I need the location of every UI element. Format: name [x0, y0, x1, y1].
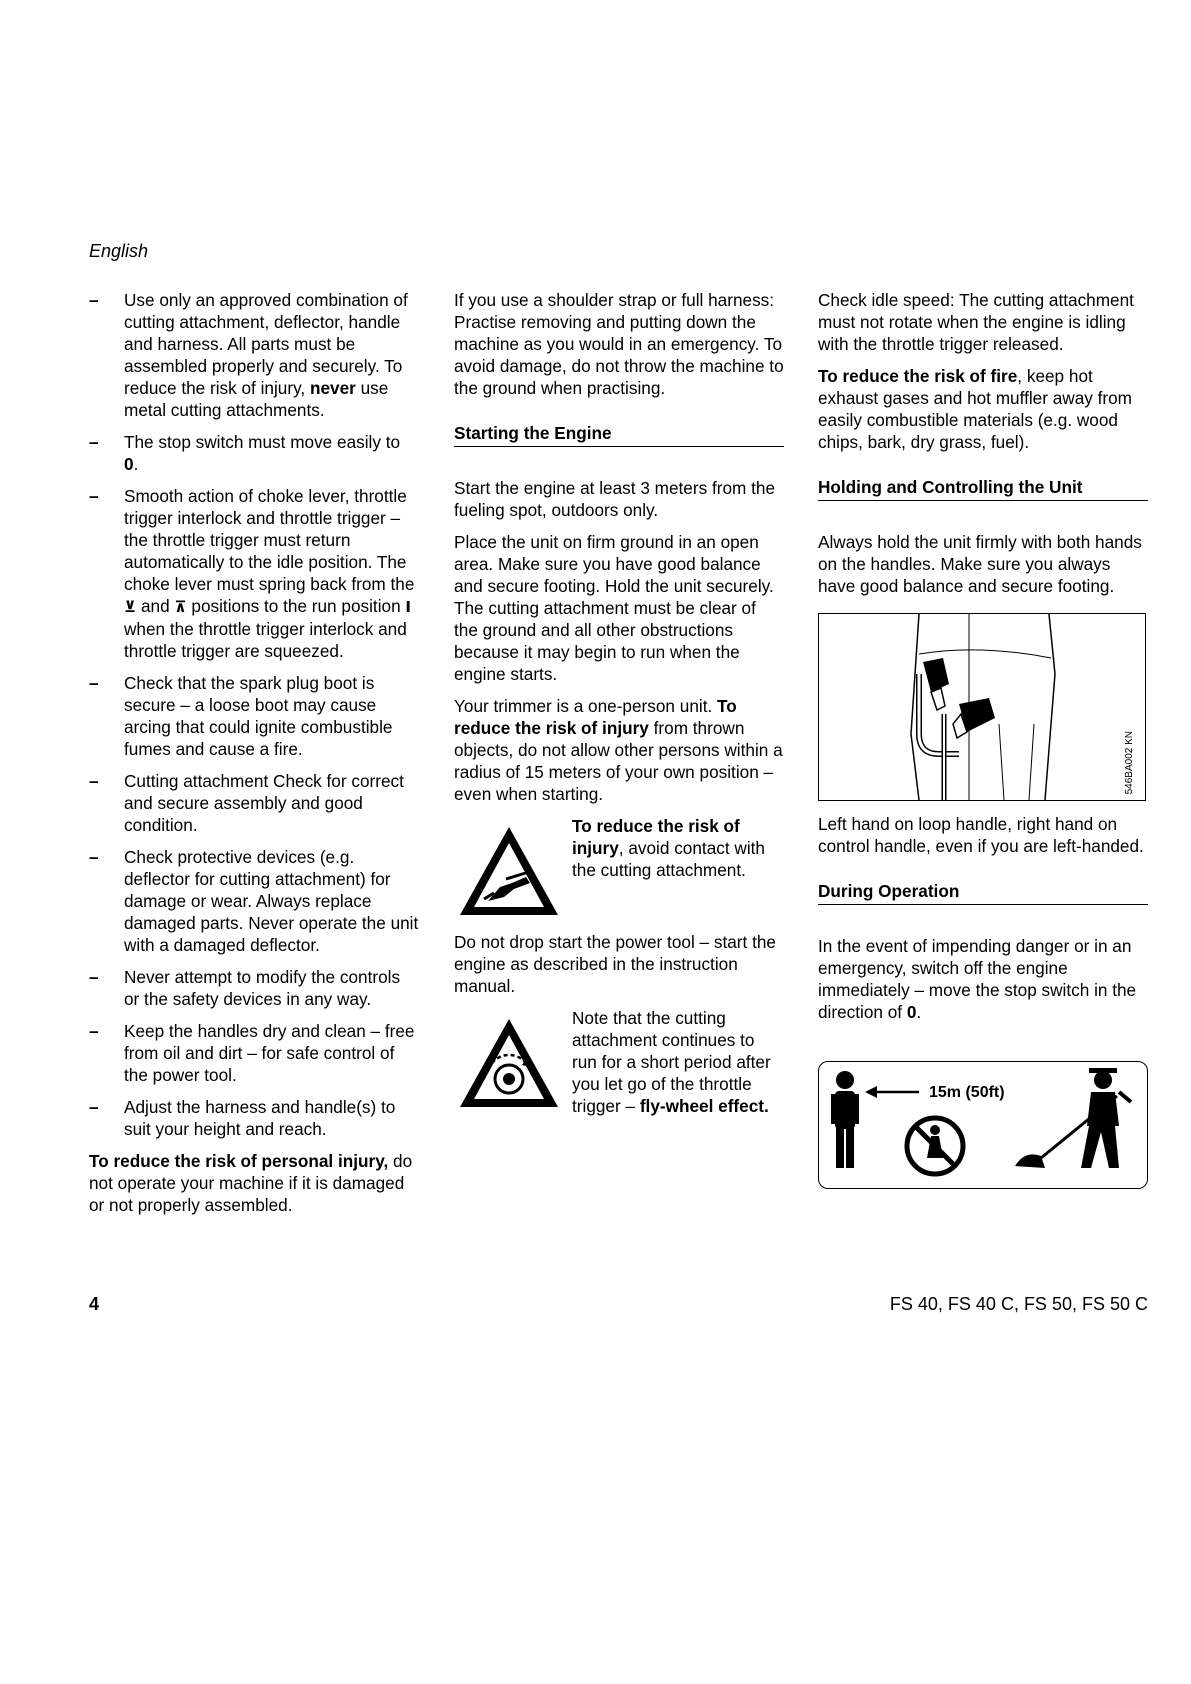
paragraph: Start the engine at least 3 meters from the fueling spot, outdoors only. — [454, 478, 775, 520]
rotating-blade-warning-icon — [454, 1013, 564, 1113]
item-text: Adjust the harness and handle(s) to suit your height and reach. — [124, 1097, 396, 1139]
list-dash: – — [89, 771, 99, 791]
column-3 — [818, 289, 1148, 1189]
item-text: use metal cutting attachments. — [124, 378, 389, 420]
distance-label: 15m (50ft) — [929, 1084, 1005, 1101]
choke-open-icon: ⊼ — [174, 598, 187, 616]
list-dash: – — [89, 1021, 99, 1041]
paragraph — [454, 695, 784, 805]
closing-text: do not operate your machine if it is damaged or not properly assembled. — [89, 1151, 413, 1215]
holding-unit-figure — [818, 613, 1146, 801]
list-item — [89, 289, 419, 421]
warning-bold: To reduce the risk of injury — [572, 816, 740, 858]
item-text: Smooth action of choke lever, throttle trigger interlock and throttle trigger – the throttle trigger must return automatically to the idle position. The choke lever must spring back from the — [124, 486, 415, 594]
list-dash: – — [89, 673, 99, 693]
harness-paragraph: If you use a shoulder strap or full harness: Practise removing and putting down the machine as you would in an emergency. To avoid damage, do not throw the machine to the ground when practising. — [454, 290, 784, 398]
safety-checklist — [89, 289, 419, 1140]
safe-distance-figure — [818, 1061, 1148, 1189]
paragraph-text: , keep hot exhaust gases and hot muffler away from easily combustible materials (e.g. wood chips, bark, dry grass, fuel). — [818, 366, 1132, 452]
list-item — [89, 1020, 419, 1086]
list-item — [89, 485, 419, 662]
list-item — [89, 966, 419, 1010]
section-heading-starting-engine: Starting the Engine — [454, 422, 784, 447]
hands-on-handles-illustration — [819, 614, 1145, 800]
item-text: Cutting attachment Check for correct and secure assembly and good condition. — [124, 771, 404, 835]
list-item — [89, 672, 419, 760]
model-list: FS 40, FS 40 C, FS 50, FS 50 C — [889, 1294, 1148, 1314]
closing-bold: To reduce the risk of personal injury, — [89, 1151, 389, 1171]
figure-code: 546BA002 KN — [1124, 730, 1135, 794]
paragraph: Check idle speed: The cutting attachment must not rotate when the engine is idling with the throttle trigger released. — [818, 290, 1134, 354]
warning-text — [572, 815, 784, 881]
list-dash: – — [89, 847, 99, 867]
paragraph: Always hold the unit firmly with both hands on the handles. Make sure you always have good balance and secure footing. — [818, 532, 1142, 596]
column-2 — [454, 289, 784, 1127]
hand-cutting-warning-icon — [454, 821, 564, 921]
run-position-icon: I — [405, 598, 411, 616]
paragraph — [818, 365, 1148, 453]
list-dash: – — [89, 290, 99, 310]
column-1 — [89, 289, 419, 1226]
page-number: 4 — [89, 1294, 100, 1314]
item-text: The stop switch must move easily to — [124, 432, 401, 452]
section-heading-during-operation: During Operation — [818, 880, 1148, 905]
bystander-icon — [836, 1071, 854, 1089]
list-item — [89, 846, 419, 956]
choke-closed-icon: ⊻ — [124, 598, 137, 616]
item-text: Check protective devices (e.g. deflector for cutting attachment) for damage or wear. Always replace damaged parts. Never operate the unit with a damaged deflector. — [124, 847, 419, 955]
figure-caption: Left hand on loop handle, right hand on control handle, even if you are left-handed. — [818, 814, 1144, 856]
item-bold: 0 — [124, 454, 134, 474]
paragraph-bold: To reduce the risk of fire — [818, 366, 1018, 386]
warning-flywheel — [454, 1007, 784, 1117]
list-item — [89, 770, 419, 836]
list-dash: – — [89, 967, 99, 987]
section-heading-holding-unit: Holding and Controlling the Unit — [818, 476, 1148, 501]
item-text: Never attempt to modify the controls or the safety devices in any way. — [124, 967, 401, 1009]
page-language: English — [89, 241, 149, 261]
closing-warning — [89, 1150, 419, 1216]
list-dash: – — [89, 432, 99, 452]
operator-icon — [1094, 1071, 1112, 1089]
item-text: Use only an approved combination of cutting attachment, deflector, handle and harness. All parts must be assembled properly and securely. To reduce the risk of injury, — [124, 290, 408, 398]
safe-distance-illustration — [819, 1062, 1147, 1188]
list-item — [89, 1096, 419, 1140]
item-text: and — [136, 596, 175, 616]
item-text: Check that the spark plug boot is secure – a loose boot may cause arcing that could ignite combustible fumes and cause a fire. — [124, 673, 393, 759]
paragraph: Place the unit on firm ground in an open area. Make sure you have good balance and secure footing. Hold the unit securely. The cutting attachment must be clear of the ground and all other obstructions because it may begin to run when the engine starts. — [454, 532, 774, 684]
item-text: positions to the run position — [186, 596, 406, 616]
paragraph-bold: 0 — [906, 1002, 917, 1022]
item-text: when the throttle trigger interlock and throttle trigger are squeezed. — [124, 619, 407, 661]
warning-bold: fly-wheel effect. — [639, 1096, 769, 1116]
paragraph-text: Your trimmer is a one-person unit. — [454, 696, 718, 716]
item-bold: never — [309, 378, 356, 398]
warning-body: Note that the cutting attachment continues to run for a short period after you let go of the throttle trigger – — [572, 1008, 771, 1116]
warning-body: , avoid contact with the cutting attachment. — [572, 838, 765, 880]
list-dash: – — [89, 1097, 99, 1117]
list-item — [89, 431, 419, 475]
item-text: . — [133, 454, 139, 474]
warning-text — [572, 1007, 784, 1117]
list-dash: – — [89, 486, 99, 506]
paragraph-text: . — [916, 1002, 922, 1022]
paragraph: Do not drop start the power tool – start the engine as described in the instruction manual. — [454, 932, 776, 996]
paragraph-text: from thrown objects, do not allow other persons within a radius of 15 meters of your own position – even when starting. — [454, 718, 783, 804]
paragraph-text: In the event of impending danger or in an emergency, switch off the engine immediately – move the stop switch in the direction of — [818, 936, 1137, 1022]
warning-cutting-attachment — [454, 815, 784, 915]
item-text: Keep the handles dry and clean – free from oil and dirt – for safe control of the power tool. — [124, 1021, 415, 1085]
paragraph-bold: To reduce the risk of injury — [454, 696, 737, 738]
paragraph — [818, 935, 1148, 1023]
